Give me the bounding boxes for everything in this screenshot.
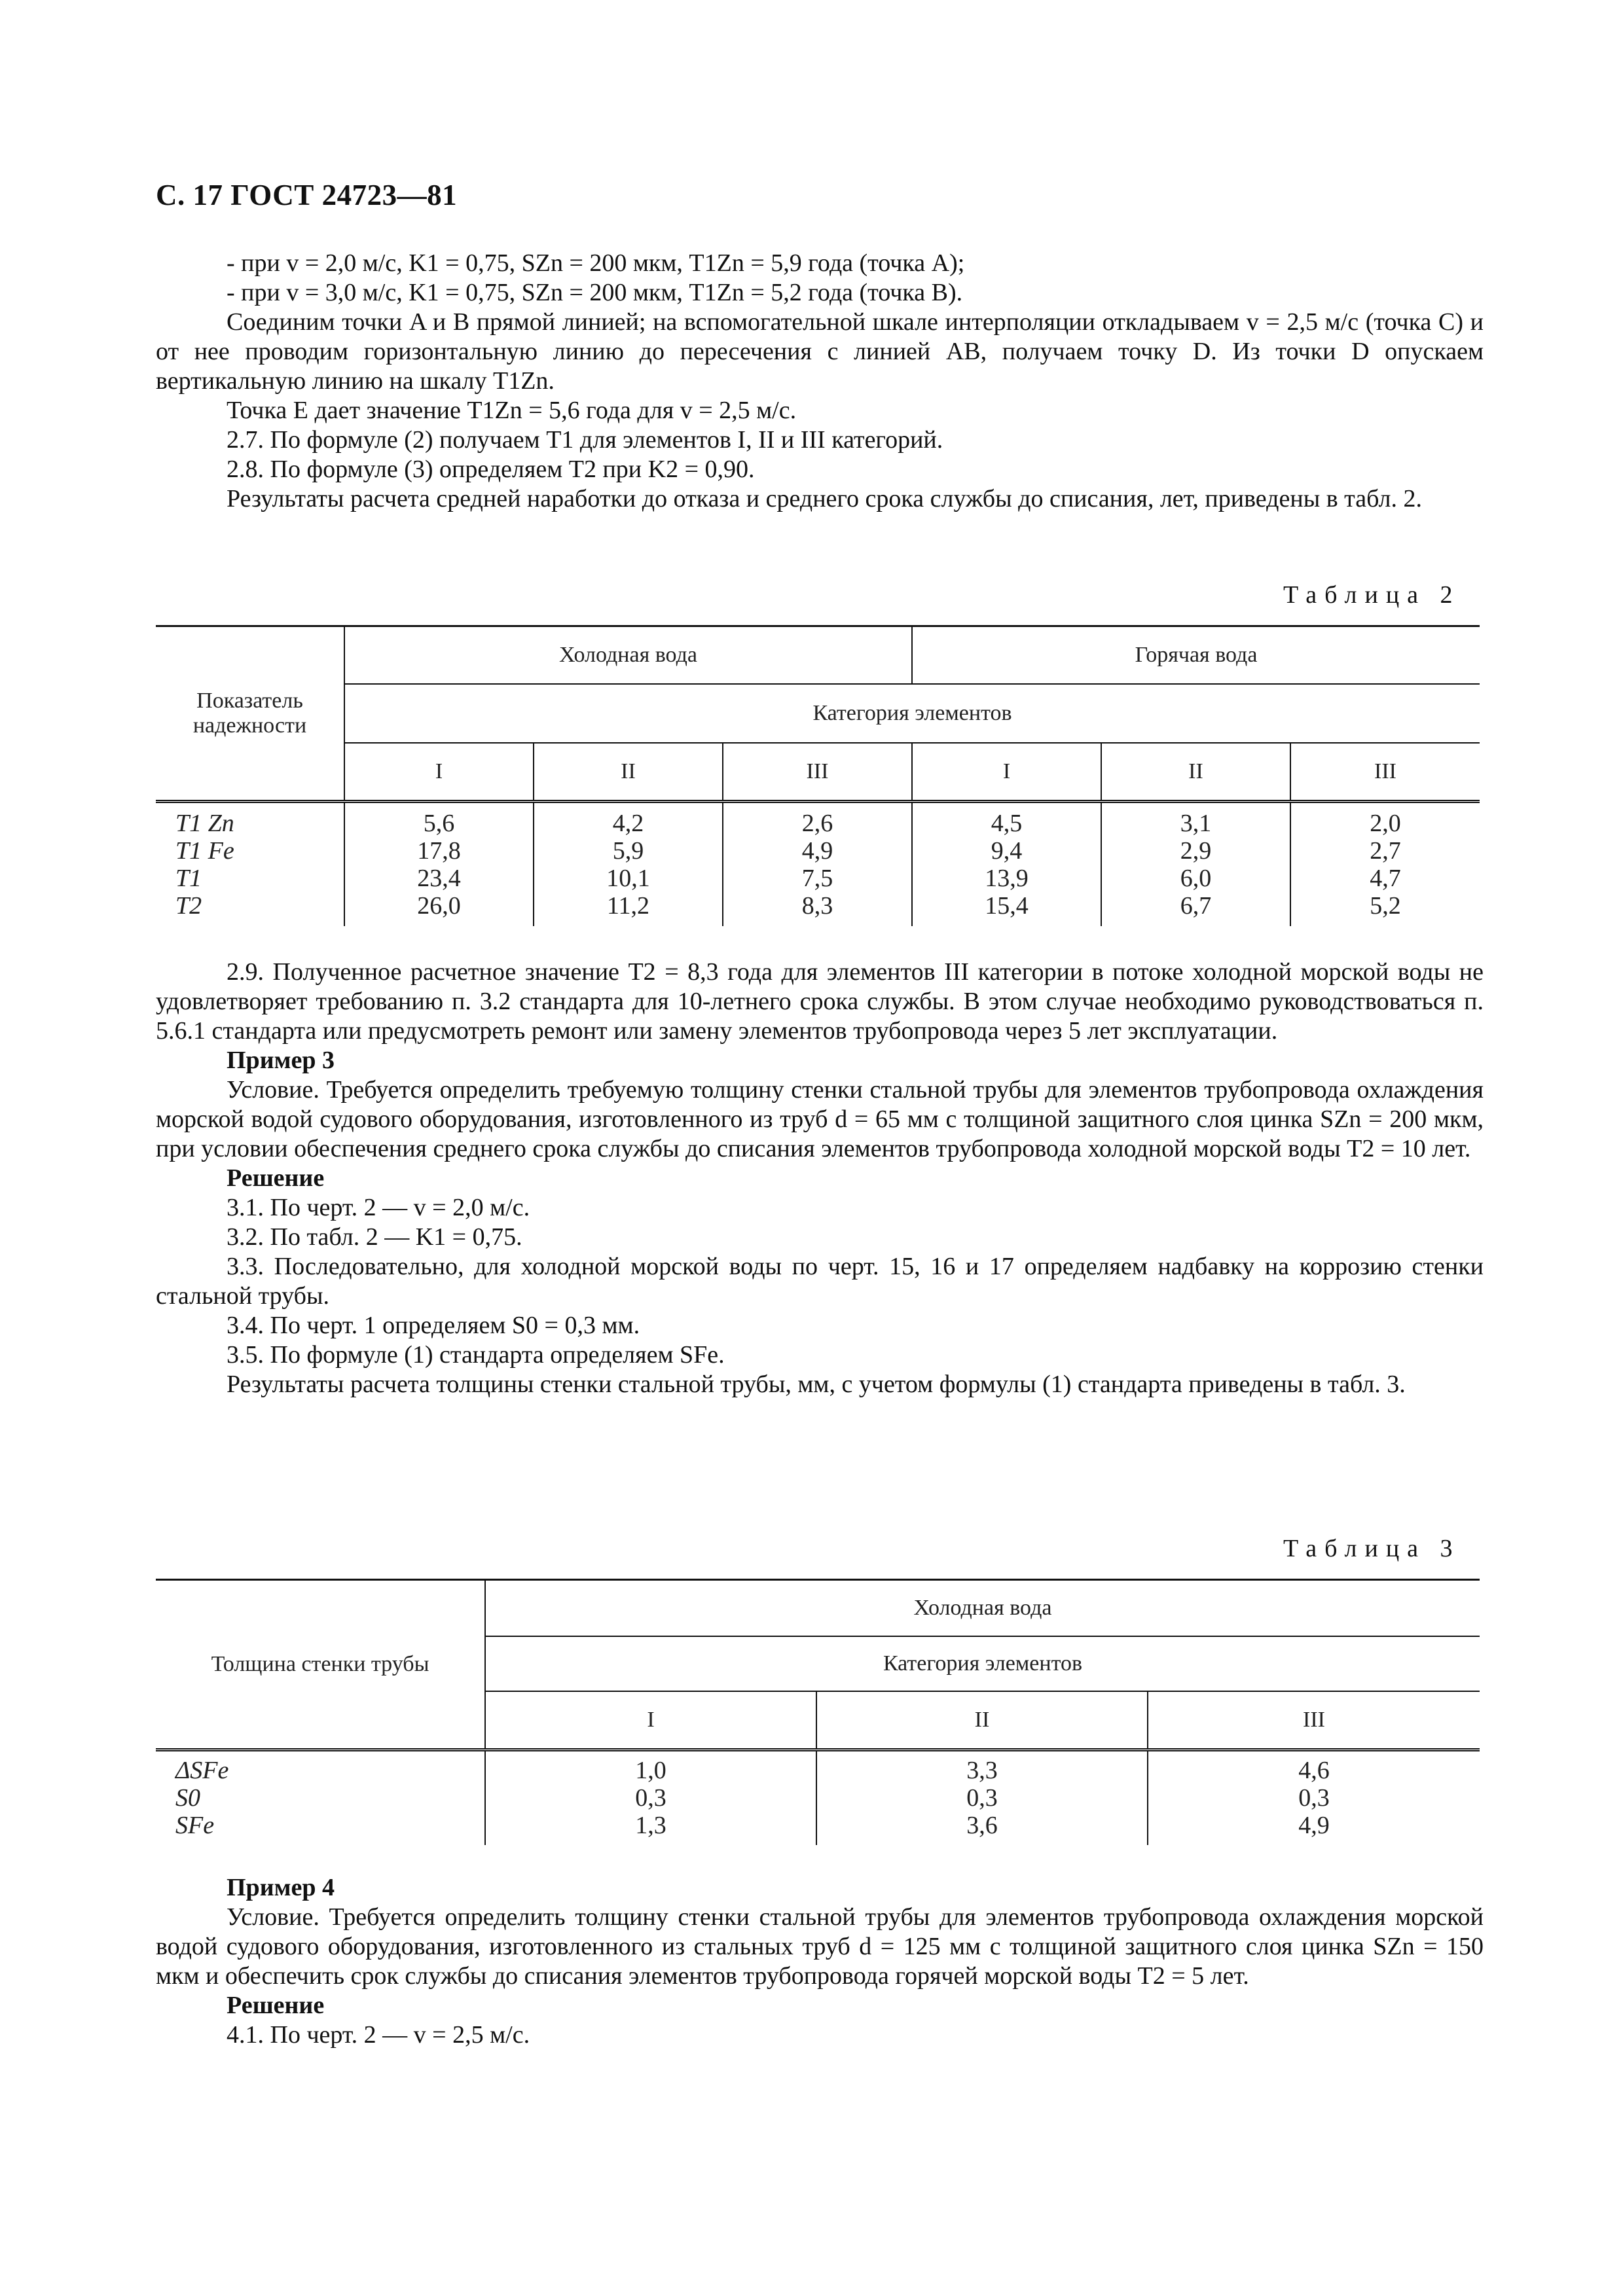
table2-column — [1290, 802, 1480, 926]
step-3-5: 3.5. По формуле (1) стандарта определяем SFe. — [227, 1341, 725, 1369]
table-cell: 10,1 — [606, 864, 650, 892]
table-cell: 9,4 — [991, 836, 1023, 865]
example-3-condition: Условие. Требуется определить требуемую толщину стенки стальной трубы для элементов трубопровода охлаждения морской водой судового оборудования, изготовленного из труб d = 65 мм с толщиной защитного слоя цинка SZn = 200 мкм, при условии обеспечения среднего срока службы до списания элементов трубопровода холодной морской воды T2 = 10 лет. — [156, 1076, 1484, 1162]
table-row-label: T2 — [175, 891, 202, 920]
middle-block — [156, 958, 1484, 1399]
table-cell: 5,6 — [423, 809, 455, 837]
step-3-3: 3.3. Последовательно, для холодной морской воды по черт. 15, 16 и 17 определяем надбавку на коррозию стенки стальной трубы. — [156, 1253, 1484, 1310]
table-cell: 4,9 — [801, 836, 833, 865]
paragraph-case-b: - при v = 3,0 м/с, K1 = 0,75, SZn = 200 мкм, T1Zn = 5,2 года (точка B). — [227, 279, 963, 306]
table2-col-header: II — [534, 743, 723, 802]
table-cell: 0,3 — [635, 1784, 666, 1812]
table-cell: 4,9 — [1298, 1812, 1330, 1840]
table-row-label: T1 Fe — [175, 836, 234, 865]
table3-column — [1148, 1750, 1480, 1845]
table2-col-header: II — [1101, 743, 1290, 802]
table2-col-header: III — [1290, 743, 1480, 802]
step-3-2: 3.2. По табл. 2 — K1 = 0,75. — [227, 1223, 522, 1251]
step-3-4: 3.4. По черт. 1 определяем S0 = 0,3 мм. — [227, 1312, 640, 1339]
table-cell: 1,0 — [635, 1757, 666, 1785]
table-row-label: T1 Zn — [175, 809, 234, 837]
table2-column — [723, 802, 912, 926]
example-4-title: Пример 4 — [227, 1874, 335, 1901]
table-cell: 4,7 — [1370, 864, 1401, 892]
table3-col-header: III — [1148, 1691, 1480, 1750]
example-4-condition: Условие. Требуется определить толщину стенки стальной трубы для элементов трубопровода охлаждения морской водой судового оборудования, изготовленного из стальных труб d = 125 мм с толщиной защитного слоя цинка SZn = 150 мкм и обеспечить срок службы до списания элементов трубопровода горячей морской воды T2 = 5 лет. — [156, 1903, 1484, 1990]
table-cell: 4,2 — [612, 809, 644, 837]
table3-category: Категория элементов — [485, 1636, 1480, 1691]
end-block — [156, 1873, 1484, 2050]
table-cell: 3,3 — [966, 1757, 998, 1785]
table3-column — [816, 1750, 1148, 1845]
table-cell: 6,7 — [1180, 891, 1212, 920]
paragraph-case-a: - при v = 2,0 м/с, K1 = 0,75, SZn = 200 мкм, T1Zn = 5,9 года (точка A); — [227, 249, 965, 277]
paragraph-2-8: 2.8. По формуле (3) определяем T2 при K2 = 0,90. — [227, 456, 755, 483]
table-2 — [156, 625, 1480, 926]
table2-column — [912, 802, 1101, 926]
table2-row-header: Показатель надежности — [156, 626, 344, 802]
table-cell: 7,5 — [801, 864, 833, 892]
table3-column — [485, 1750, 816, 1845]
table-cell: 2,6 — [801, 809, 833, 837]
page-header: С. 17 ГОСТ 24723—81 — [156, 179, 458, 211]
table-row-label: S0 — [175, 1784, 200, 1812]
paragraph-2-7: 2.7. По формуле (2) получаем T1 для элементов I, II и III категорий. — [227, 426, 943, 454]
paragraph-results-2: Результаты расчета средней наработки до отказа и среднего срока службы до списания, лет, приведены в табл. 2. — [227, 485, 1422, 512]
table2-row-labels — [156, 802, 344, 926]
table-cell: 23,4 — [417, 864, 461, 892]
table-cell: 0,3 — [1298, 1784, 1330, 1812]
paragraph-2-9: 2.9. Полученное расчетное значение T2 = 8,3 года для элементов III категории в потоке холодной морской воды не удовлетворяет требованию п. 3.2 стандарта для 10-летнего срока службы. В этом случае необходимо руководствоваться п. 5.6.1 стандарта или предусмотреть ремонт или замену элементов трубопровода через 5 лет эксплуатации. — [156, 958, 1484, 1045]
table2-group-hot: Горячая вода — [912, 626, 1480, 684]
table3-col-header: I — [485, 1691, 816, 1750]
table-cell: 6,0 — [1180, 864, 1212, 892]
table-row-label: T1 — [175, 864, 202, 892]
table2-category: Категория элементов — [344, 684, 1480, 743]
table3-row-header: Толщина стенки трубы — [156, 1580, 485, 1750]
table3-group-cold: Холодная вода — [485, 1580, 1480, 1636]
table2-column — [344, 802, 534, 926]
table-cell: 4,5 — [991, 809, 1023, 837]
step-4-1: 4.1. По черт. 2 — v = 2,5 м/с. — [227, 2021, 530, 2049]
table-cell: 15,4 — [985, 891, 1029, 920]
table3-col-header: II — [816, 1691, 1148, 1750]
table-cell: 2,9 — [1180, 836, 1212, 865]
table2-col-header: I — [912, 743, 1101, 802]
paragraph-interpolation: Соединим точки A и B прямой линией; на вспомогательной шкале интерполяции откладываем v = 2,5 м/с (точка C) и от нее проводим горизонтальную линию до пересечения с линией AB, получаем точку D. Из точки D опускаем вертикальную линию на шкалу T1Zn. — [156, 308, 1484, 395]
step-3-1: 3.1. По черт. 2 — v = 2,0 м/с. — [227, 1194, 530, 1221]
table2-col-header: I — [344, 743, 534, 802]
table-cell: 3,1 — [1180, 809, 1212, 837]
table-cell: 4,6 — [1298, 1757, 1330, 1785]
table-cell: 0,3 — [966, 1784, 998, 1812]
table-cell: 2,0 — [1370, 809, 1401, 837]
table2-group-cold: Холодная вода — [344, 626, 912, 684]
table-3 — [156, 1579, 1480, 1845]
paragraph-results-3: Результаты расчета толщины стенки стальной трубы, мм, с учетом формулы (1) стандарта приведены в табл. 3. — [227, 1371, 1406, 1398]
table2-column — [1101, 802, 1290, 926]
example-3-solution-title: Решение — [227, 1164, 325, 1192]
table2-column — [534, 802, 723, 926]
table-cell: 26,0 — [417, 891, 461, 920]
example-3-title: Пример 3 — [227, 1047, 335, 1074]
table-cell: 3,6 — [966, 1812, 998, 1840]
table-cell: 5,9 — [612, 836, 644, 865]
table-cell: 5,2 — [1370, 891, 1401, 920]
table-row-label: SFe — [175, 1812, 215, 1840]
table3-caption: Таблица 3 — [1283, 1535, 1461, 1562]
paragraph-point-e: Точка E дает значение T1Zn = 5,6 года для v = 2,5 м/с. — [227, 397, 797, 424]
table-row-label: ΔSFe — [175, 1757, 229, 1785]
table-cell: 1,3 — [635, 1812, 666, 1840]
table2-caption: Таблица 2 — [1283, 581, 1461, 609]
table-cell: 13,9 — [985, 864, 1029, 892]
table-cell: 17,8 — [417, 836, 461, 865]
table2-col-header: III — [723, 743, 912, 802]
intro-block — [156, 249, 1484, 514]
table3-row-labels — [156, 1750, 485, 1845]
table-cell: 2,7 — [1370, 836, 1401, 865]
table-cell: 11,2 — [606, 891, 650, 920]
example-4-solution-title: Решение — [227, 1992, 325, 2019]
table-cell: 8,3 — [801, 891, 833, 920]
